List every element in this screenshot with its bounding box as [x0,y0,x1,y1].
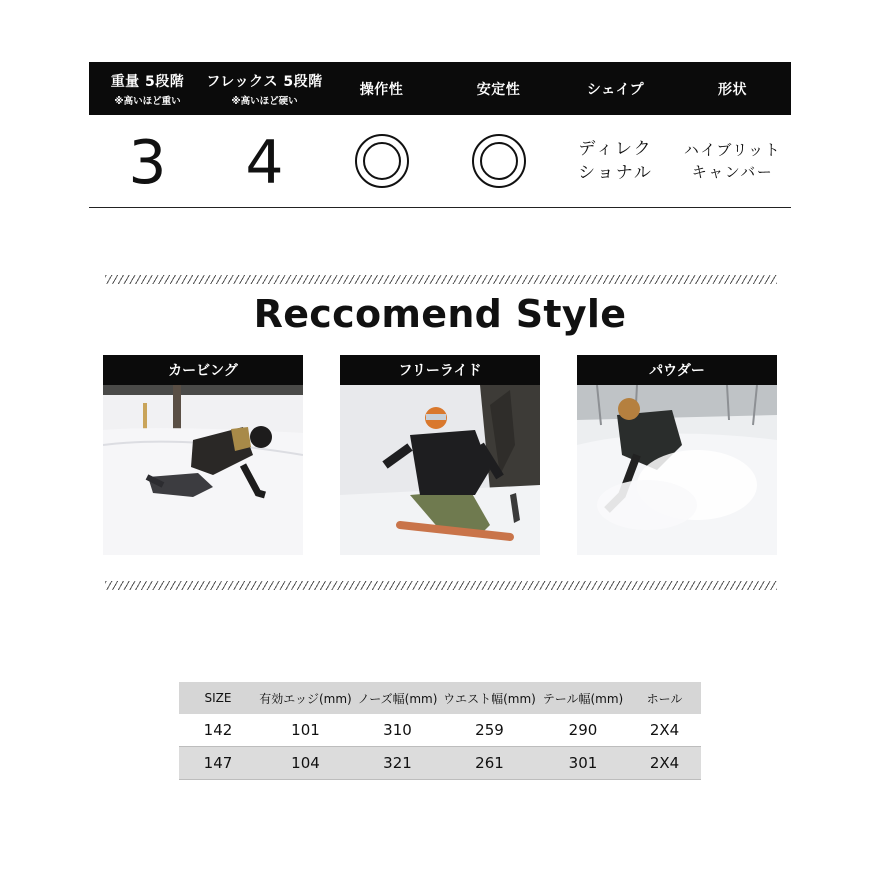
col-hole: ホール [628,682,701,714]
header-handling-label: 操作性 [359,81,404,98]
cell-hole: 2X4 [628,714,701,747]
table-row [179,747,701,780]
profile-cell [674,115,791,207]
profile-value [684,139,781,183]
shape-value [578,137,653,185]
flex-value: 4 [245,128,284,198]
weight-cell [89,115,206,207]
spec-header-row [89,62,791,115]
shape-line-1: ディレク [578,139,653,159]
style-card-powder [577,355,777,555]
header-shape-label: シェイプ [586,81,645,98]
style-label: カービング [103,355,303,385]
slash-divider-top [105,275,777,284]
header-weight-note: ※高いほど重い [114,95,181,107]
header-weight-label: 重量 5段階 [110,73,185,90]
weight-value: 3 [128,128,167,198]
col-effective-edge: 有効エッジ(mm) [257,682,354,714]
spec-table [89,62,791,208]
shape-cell [557,115,674,207]
profile-line-2: キャンバー [691,163,774,181]
carving-photo [103,385,303,555]
col-nose-width: ノーズ幅(mm) [354,682,441,714]
cell-hole: 2X4 [628,747,701,780]
cell-effective-edge: 101 [257,714,354,747]
col-tail-width: テール幅(mm) [538,682,628,714]
header-weight [89,62,206,115]
header-stability [440,62,557,115]
style-label: フリーライド [340,355,540,385]
spec-value-row [89,115,791,208]
cell-nose-width: 310 [354,714,441,747]
cell-waist-width: 261 [441,747,538,780]
slash-divider-bottom [105,581,777,590]
powder-photo [577,385,777,555]
header-profile-label: 形状 [718,81,747,98]
header-shape [557,62,674,115]
profile-line-1: ハイブリット [683,141,782,159]
shape-line-2: ショナル [578,163,653,183]
table-row [179,714,701,747]
size-table-header [179,682,701,714]
flex-cell [206,115,323,207]
header-handling [323,62,440,115]
double-circle-icon [472,134,526,188]
col-size: SIZE [179,682,257,714]
handling-cell [323,115,440,207]
cell-nose-width: 321 [354,747,441,780]
cell-tail-width: 290 [538,714,628,747]
header-flex-label: フレックス 5段階 [206,73,323,90]
style-label: パウダー [577,355,777,385]
double-circle-icon [355,134,409,188]
header-flex-note: ※高いほど硬い [231,95,298,107]
stability-cell [440,115,557,207]
cell-effective-edge: 104 [257,747,354,780]
recommend-title: Reccomend Style [253,292,627,336]
col-waist-width: ウエスト幅(mm) [441,682,538,714]
style-card-carving [103,355,303,555]
cell-size: 147 [179,747,257,780]
cell-tail-width: 301 [538,747,628,780]
freeride-photo [340,385,540,555]
header-stability-label: 安定性 [476,81,521,98]
size-table [179,682,701,780]
cell-size: 142 [179,714,257,747]
cell-waist-width: 259 [441,714,538,747]
header-profile [674,62,791,115]
style-card-freeride [340,355,540,555]
header-flex [206,62,323,115]
